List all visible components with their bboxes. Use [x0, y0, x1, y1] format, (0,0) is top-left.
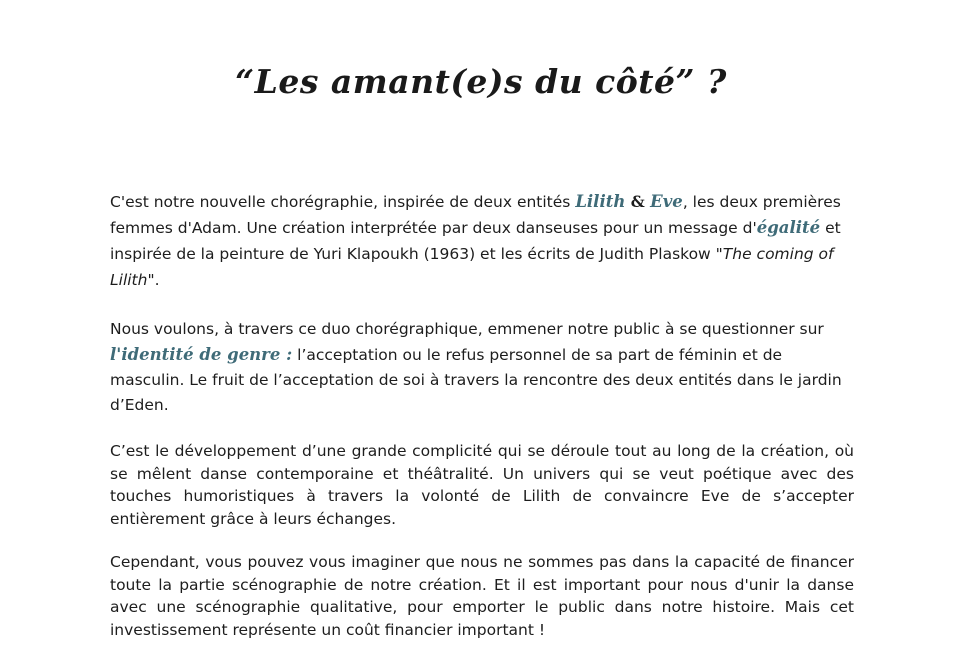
book-title: The coming of Lilith: [110, 245, 834, 289]
paragraph-complicity: C’est le développement d’une grande complicité qui se déroule tout au long de la création, où se mêlent danse contemporaine et théâtralité. Un univers qui se veut poétique avec des touches humoristiques à travers la volonté de Lilith de convaincre Eve de s’accepter entièrement grâce à leurs échanges.: [110, 442, 854, 528]
identity-text-2: l’acceptation ou le refus personnel de sa part de féminin et de masculin. Le fruit de l’acceptation de soi à travers la rencontre des deux entités dans le jardin d’Eden.: [110, 346, 842, 414]
highlight-identite-genre: l'identité de genre :: [110, 345, 293, 364]
identity-text-1: Nous voulons, à travers ce duo chorégraphique, emmener notre public à se questionner sur: [110, 320, 824, 338]
intro-text-1: C'est notre nouvelle chorégraphie, inspirée de deux entités: [110, 193, 576, 211]
highlight-egalite: égalité: [756, 218, 821, 237]
ampersand: &: [625, 192, 651, 211]
intro-text-2: , les deux premières femmes d'Adam. Une création interprétée par deux danseuses pour un message d': [110, 193, 841, 237]
paragraph-intro: [110, 189, 854, 293]
highlight-eve: Eve: [650, 192, 683, 211]
paragraph-funding: Cependant, vous pouvez vous imaginer que nous ne sommes pas dans la capacité de financer toute la partie scénographie de notre création. Et il est important pour nous d'unir la danse avec une scénographie qualitative, pour emporter le public dans notre histoire. Mais cet investissement représente un coût financier important !: [110, 553, 854, 639]
intro-text-3: et inspirée de la peinture de Yuri Klapoukh (1963) et les écrits de Judith Plaskow ": [110, 219, 841, 263]
intro-text-4: ".: [147, 271, 160, 289]
highlight-lilith: Lilith: [575, 192, 626, 211]
paragraph-gender-identity: [110, 317, 854, 418]
page-title: “Les amant(e)s du côté” ?: [235, 62, 727, 101]
